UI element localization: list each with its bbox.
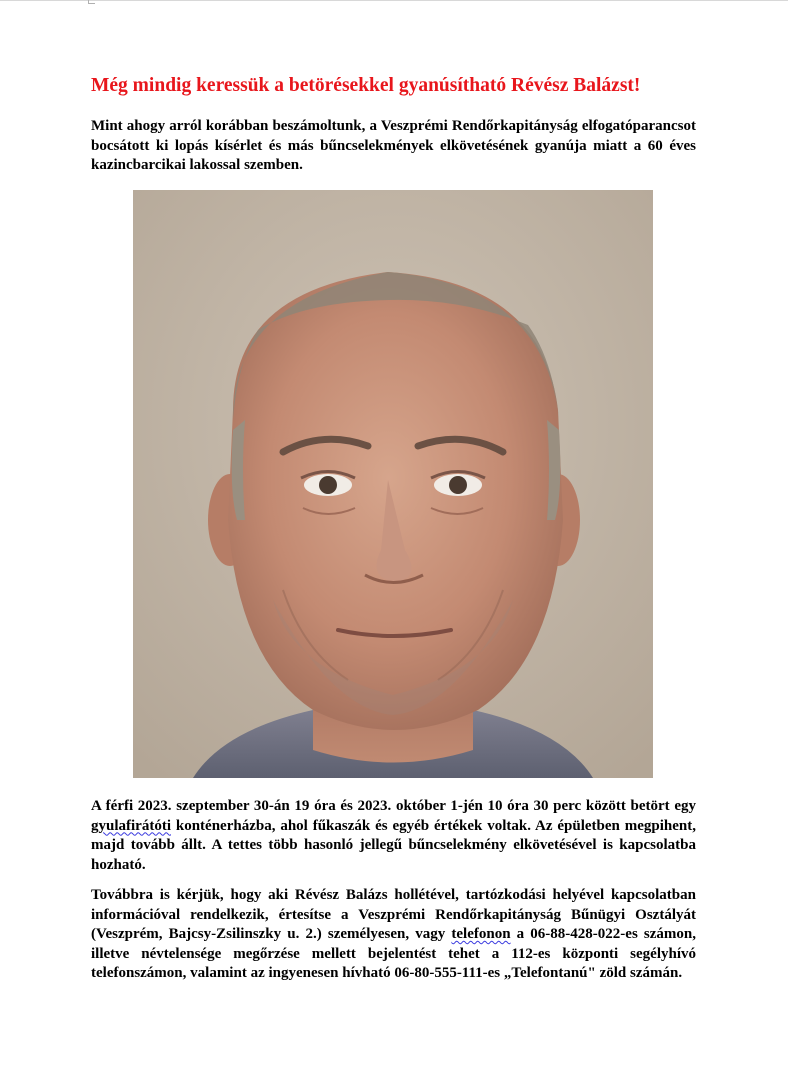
incident-text-start: A férfi 2023. szeptember 30-án 19 óra és 2023. október 1-jén 10 óra 30 perc között betört egy	[91, 798, 696, 814]
intro-paragraph: Mint ahogy arról korábban beszámoltunk, a Veszprémi Rendőrkapitányság elfogatóparancsot bocsátott ki lopás kísérlet és más bűncselekmények elkövetésének gyanúja miatt a 60 éves kazincbarcikai lakossal szemben.	[91, 118, 696, 173]
appeal-paragraph	[91, 886, 696, 984]
page-margin-marker	[88, 0, 95, 4]
page-top-border	[0, 0, 788, 1]
appeal-text-start: Továbbra is kérjük, hogy aki Révész Balázs hollétével, tartózkodási helyével kapcsolatban információval rendelkezik, értesítse a Veszprémi Rendőrkapitányság Bűnügyi Osztályát (Veszprém, Bajcsy-Zsilinszky u. 2.) személyesen, vagy	[91, 887, 696, 942]
place-name-gyulafiratot: gyulafirátóti	[91, 817, 171, 834]
article-title: Még mindig keressük a betörésekkel gyanúsítható Révész Balázst!	[91, 75, 641, 96]
phone-word: telefonon	[451, 926, 511, 942]
suspect-portrait-photo	[133, 190, 653, 778]
appeal-text-end: a 06-88-428-022-es számon, illetve névtelensége megőrzése mellett bejelentést tehet a 112-es központi segélyhívó telefonszámon, valamint az ingyenesen hívható 06-80-555-111-es „Telefontanú" zöld számán.	[91, 926, 697, 981]
incident-text-end: konténerházba, ahol fűkaszák és egyéb értékek voltak. Az épületben megpihent, majd tovább állt. A tettes több hasonló jellegű bűncselekmény elkövetésével is kapcsolatba hozható.	[91, 817, 696, 873]
incident-paragraph	[91, 797, 696, 875]
